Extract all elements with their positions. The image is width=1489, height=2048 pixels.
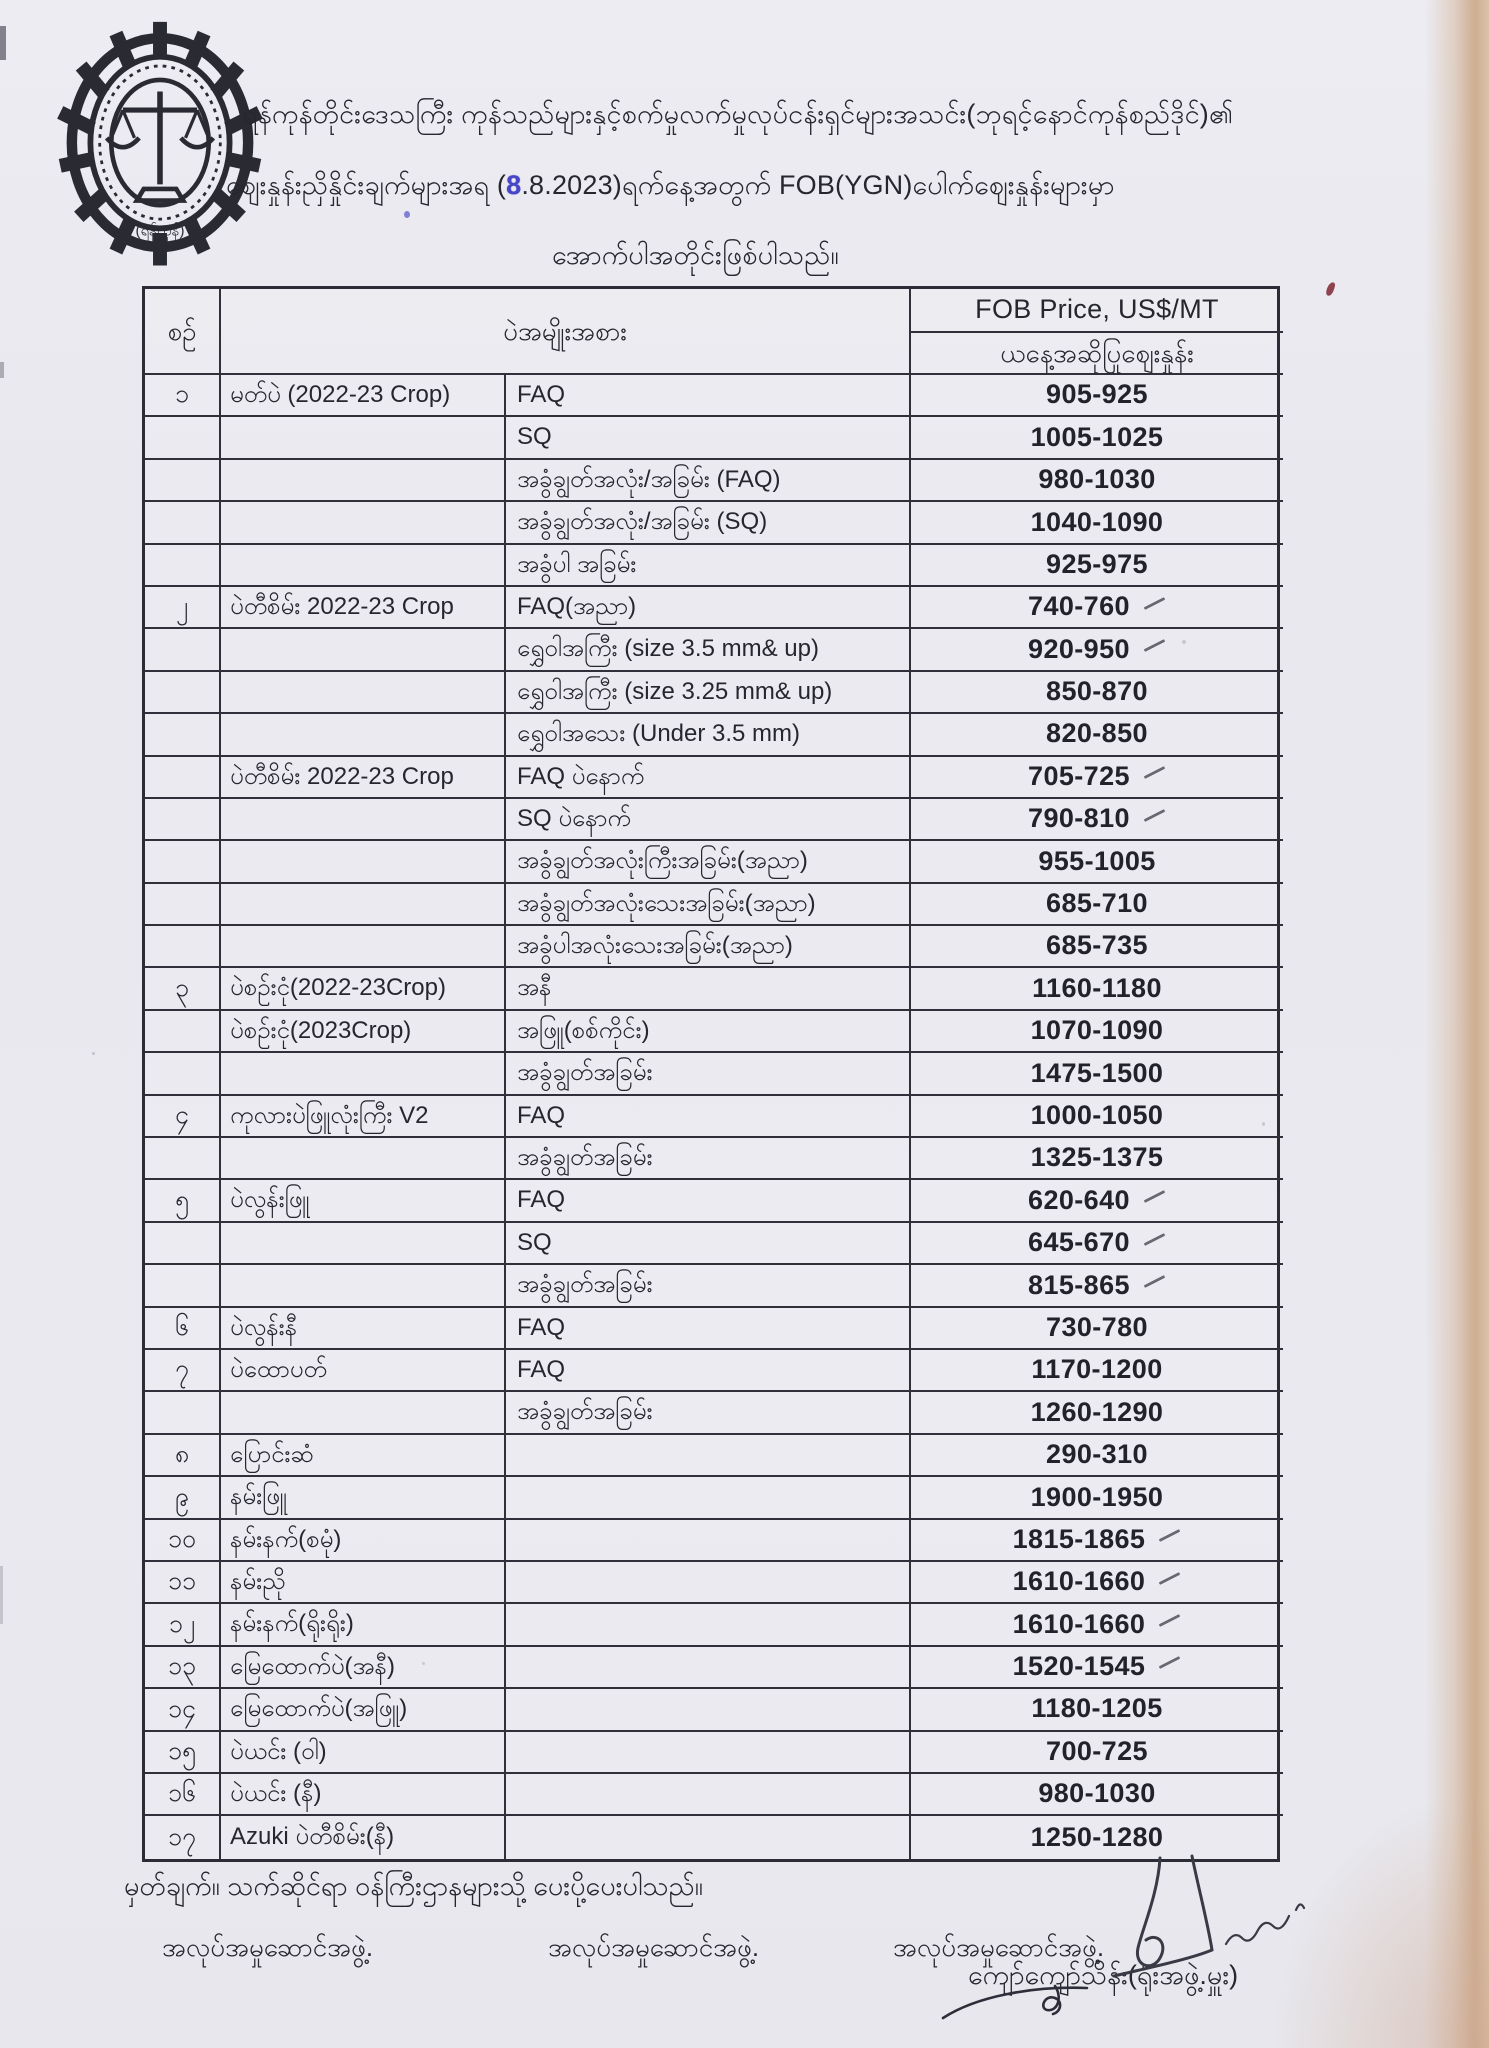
fob-price-table [142,286,1280,1862]
price-cell [911,926,1283,968]
grade-cell [506,1562,911,1604]
check-mark-icon [1159,1529,1181,1542]
serial-cell: ၁၃ [145,1647,221,1689]
price-cell [911,1265,1283,1307]
grade-cell: SQ [506,417,911,459]
serial-cell [145,799,221,841]
scan-speck [0,1566,3,1624]
price-value: 730-780 [1046,1311,1148,1342]
name-cell [221,1223,506,1265]
grade-cell [506,1647,911,1689]
grade-cell: ရွှေဝါအကြီး (size 3.5 mm& up) [506,629,911,671]
price-value: 1610-1660 [1012,1566,1146,1597]
serial-cell [145,502,221,544]
serial-cell: ၇ [145,1350,221,1392]
name-cell: မြေထောက်ပဲ(အနီ) [221,1647,506,1689]
grade-cell [506,1604,911,1646]
price-cell [911,841,1283,883]
signer-name: ကျော်ကျော်သိန်း(ရုံးအဖွဲ့.မှူး) [968,1960,1239,1990]
price-cell [911,1604,1283,1646]
check-mark-icon [1144,766,1166,779]
blue-ink-dot [404,211,410,218]
name-cell [221,460,506,502]
price-value: 980-1030 [1038,464,1156,495]
serial-cell [145,841,221,883]
price-value: 1005-1025 [1030,421,1164,452]
price-cell [911,1138,1283,1180]
title-line-3: အောက်ပါအတိုင်းဖြစ်ပါသည်။ [552,240,839,270]
price-value: 1610-1660 [1012,1608,1146,1639]
price-cell [911,1647,1283,1689]
price-cell [911,1392,1283,1434]
grade-cell: အခွံပါ အခြမ်း [506,545,911,587]
scan-speck [0,362,4,378]
grade-cell: အခွံချွတ်အခြမ်း [506,1392,911,1434]
price-cell [911,629,1283,671]
name-cell [221,502,506,544]
price-cell [911,1223,1283,1265]
price-value: 815-865 [1028,1269,1130,1300]
name-cell: ပဲယင်း (နီ) [221,1774,506,1816]
price-cell [911,1011,1283,1053]
serial-cell: ၁၆ [145,1774,221,1816]
grade-cell: FAQ [506,375,911,417]
name-cell [221,1392,506,1434]
price-cell [911,460,1283,502]
serial-cell [145,926,221,968]
price-cell [911,1350,1283,1392]
price-cell [911,375,1283,417]
name-cell: နမ်းနက်(စမုံ) [221,1520,506,1562]
grade-cell: အခွံချွတ်အခြမ်း [506,1265,911,1307]
price-value: 685-735 [1046,930,1148,961]
price-cell [911,1732,1283,1774]
column-header-type: ပဲအမျိုးအစား [221,289,911,375]
name-cell [221,629,506,671]
grade-cell: အခွံချွတ်အလုံးသေးအခြမ်း(အညာ) [506,884,911,926]
name-cell: မတ်ပဲ (2022-23 Crop) [221,375,506,417]
name-cell: ကုလားပဲဖြူလုံးကြီး V2 [221,1096,506,1138]
grade-cell [506,1520,911,1562]
serial-cell: ၁၀ [145,1520,221,1562]
name-cell: ပဲတီစိမ်း 2022-23 Crop [221,587,506,629]
check-mark-icon [1144,809,1166,822]
price-cell [911,587,1283,629]
signature-flourish [935,1976,1120,2034]
price-cell [911,799,1283,841]
price-cell [911,502,1283,544]
price-value: 1160-1180 [1032,972,1162,1003]
serial-cell [145,1138,221,1180]
price-value: 685-710 [1046,888,1148,919]
grade-cell: အခွံချွတ်အလုံးကြီးအခြမ်း(အညာ) [506,841,911,883]
scan-edge-right [1425,0,1489,2048]
name-cell: ပဲစဉ်းငုံ(2022-23Crop) [221,968,506,1010]
serial-cell: ၉ [145,1477,221,1519]
price-value: 290-310 [1046,1439,1148,1470]
name-cell [221,672,506,714]
name-cell: ပဲလွန်းနီ [221,1308,506,1350]
price-value: 920-950 [1028,633,1130,664]
name-cell [221,545,506,587]
serial-cell: ၁၄ [145,1689,221,1731]
price-value: 925-975 [1046,548,1148,579]
name-cell: ပဲယင်း (ဝါ) [221,1732,506,1774]
grade-cell: FAQ [506,1180,911,1222]
grade-cell: FAQ [506,1308,911,1350]
check-mark-icon [1144,1190,1166,1203]
grade-cell [506,1732,911,1774]
price-value: 1170-1200 [1031,1354,1163,1385]
price-cell [911,417,1283,459]
stray-ink-mark [1325,281,1336,296]
grade-cell: FAQ [506,1096,911,1138]
price-value: 820-850 [1046,718,1148,749]
check-mark-icon [1144,1275,1166,1288]
price-cell [911,1477,1283,1519]
grade-cell: အခွံချွတ်အလုံး/အခြမ်း (FAQ) [506,460,911,502]
price-value: 1520-1545 [1012,1651,1146,1682]
footer-note: မှတ်ချက်။ သက်ဆိုင်ရာ ဝန်ကြီးဌာနများသို့ ပေးပို့ပေးပါသည်။ [124,1871,703,1901]
price-value: 1000-1050 [1030,1099,1164,1130]
name-cell: ပဲထောပတ် [221,1350,506,1392]
check-mark-icon [1144,639,1166,652]
check-mark-icon [1159,1572,1181,1585]
name-cell: Azuki ပဲတီစိမ်း(နီ) [221,1816,506,1858]
price-cell [911,545,1283,587]
grade-cell [506,1774,911,1816]
seal-caption: (ရန်ကုန်) [135,222,185,240]
name-cell [221,1138,506,1180]
name-cell [221,841,506,883]
serial-cell: ၈ [145,1435,221,1477]
serial-cell [145,545,221,587]
price-cell [911,672,1283,714]
serial-cell: ၄ [145,1096,221,1138]
name-cell: ပဲလွန်းဖြူ [221,1180,506,1222]
name-cell [221,799,506,841]
price-cell [911,1562,1283,1604]
serial-cell [145,672,221,714]
grade-cell [506,1816,911,1858]
price-value: 1325-1375 [1030,1142,1164,1173]
price-value: 1475-1500 [1030,1057,1164,1088]
check-mark-icon [1159,1614,1181,1627]
grade-cell [506,1689,911,1731]
serial-cell: ၅ [145,1180,221,1222]
name-cell [221,714,506,756]
price-value: 740-760 [1028,591,1130,622]
price-value: 1180-1205 [1031,1693,1163,1724]
serial-cell [145,757,221,799]
grade-cell [506,1435,911,1477]
date-overwritten-digit: 8 [506,170,522,200]
price-value: 645-670 [1028,1227,1130,1258]
price-cell [911,884,1283,926]
column-header-price-sub: ယနေ့အဆိုပြုဈေးနှုန်း [911,333,1283,375]
price-cell [911,1435,1283,1477]
title-line-2 [226,168,1115,208]
association-seal-icon [44,8,276,298]
price-value: 980-1030 [1038,1778,1156,1809]
price-cell [911,757,1283,799]
grade-cell: အနီ [506,968,911,1010]
name-cell: ပြောင်းဆံ [221,1435,506,1477]
serial-cell [145,714,221,756]
price-value: 955-1005 [1038,845,1156,876]
name-cell [221,926,506,968]
title-line-1: ရန်ကုန်တိုင်းဒေသကြီး ကုန်သည်များနှင့်စက်မှုလက်မှုလုပ်ငန်းရှင်များအသင်း(ဘုရင့်နောင်ကုန်စည်ဒိုင်)၏ [242,99,1234,129]
name-cell [221,1265,506,1307]
price-value: 1815-1865 [1012,1523,1146,1554]
price-cell [911,1180,1283,1222]
serial-cell: ၃ [145,968,221,1010]
name-cell: နမ်းညို [221,1562,506,1604]
price-cell [911,714,1283,756]
price-value: 850-870 [1046,676,1148,707]
grade-cell: SQ [506,1223,911,1265]
price-value: 1260-1290 [1030,1396,1164,1427]
title-line-2-rest: .8.2023)ရက်နေ့အတွက် FOB(YGN)ပေါက်ဈေးနှုန်းများမှာ [521,170,1115,200]
check-mark-icon [1144,597,1166,610]
check-mark-icon [1144,1232,1166,1245]
name-cell: နမ်းဖြူ [221,1477,506,1519]
price-value: 1040-1090 [1030,506,1164,537]
grade-cell: အဖြူ(စစ်ကိုင်း) [506,1011,911,1053]
price-value: 790-810 [1028,803,1130,834]
grade-cell: အခွံချွတ်အလုံး/အခြမ်း (SQ) [506,502,911,544]
committee-label-2: အလုပ်အမှုဆောင်အဖွဲ့. [548,1932,760,1962]
title-line-2-pre: ဈေးနှုန်းညှိနှိုင်းချက်များအရ ( [226,170,507,200]
serial-cell [145,884,221,926]
scan-speck [0,26,6,60]
serial-cell [145,1223,221,1265]
name-cell [221,417,506,459]
serial-cell: ၁၂ [145,1604,221,1646]
name-cell [221,884,506,926]
serial-cell: ၂ [145,587,221,629]
price-value: 700-725 [1046,1735,1148,1766]
price-cell [911,968,1283,1010]
check-mark-icon [1159,1656,1181,1669]
price-cell [911,1774,1283,1816]
grade-cell [506,1477,911,1519]
price-value: 905-925 [1046,379,1148,410]
scan-speck [92,1052,95,1055]
grade-cell: ရွှေဝါအသေး (Under 3.5 mm) [506,714,911,756]
price-value: 1070-1090 [1030,1015,1164,1046]
price-cell [911,1096,1283,1138]
grade-cell: ရွှေဝါအကြီး (size 3.25 mm& up) [506,672,911,714]
serial-cell [145,460,221,502]
grade-cell: အခွံပါအလုံးသေးအခြမ်း(အညာ) [506,926,911,968]
price-value: 1900-1950 [1030,1481,1164,1512]
price-cell [911,1308,1283,1350]
committee-label-1: အလုပ်အမှုဆောင်အဖွဲ့. [162,1932,374,1962]
grade-cell: FAQ ပဲနောက် [506,757,911,799]
price-value: 620-640 [1028,1184,1130,1215]
price-cell [911,1689,1283,1731]
serial-cell [145,417,221,459]
serial-cell: ၁ [145,375,221,417]
price-value: 705-725 [1028,760,1130,791]
serial-cell [145,1053,221,1095]
name-cell: မြေထောက်ပဲ(အဖြူ) [221,1689,506,1731]
grade-cell: SQ ပဲနောက် [506,799,911,841]
grade-cell: အခွံချွတ်အခြမ်း [506,1138,911,1180]
name-cell [221,1053,506,1095]
grade-cell: အခွံချွတ်အခြမ်း [506,1053,911,1095]
serial-cell [145,1392,221,1434]
name-cell: နမ်းနက်(ရိုးရိုး) [221,1604,506,1646]
signature [1108,1852,1358,2007]
serial-cell: ၆ [145,1308,221,1350]
serial-cell: ၁၇ [145,1816,221,1858]
grade-cell: FAQ(အညာ) [506,587,911,629]
grade-cell: FAQ [506,1350,911,1392]
column-header-fob-price: FOB Price, US$/MT [911,289,1283,333]
serial-cell: ၁၁ [145,1562,221,1604]
price-cell [911,1053,1283,1095]
serial-cell: ၁၅ [145,1732,221,1774]
serial-cell [145,629,221,671]
name-cell: ပဲစဉ်းငုံ(2023Crop) [221,1011,506,1053]
serial-cell [145,1265,221,1307]
column-header-serial: စဉ် [145,289,221,375]
price-cell [911,1520,1283,1562]
serial-cell [145,1011,221,1053]
name-cell: ပဲတီစိမ်း 2022-23 Crop [221,757,506,799]
committee-label-3: အလုပ်အမှုဆောင်အဖွဲ့. [893,1932,1105,1962]
price-value: 1250-1280 [1030,1821,1164,1852]
